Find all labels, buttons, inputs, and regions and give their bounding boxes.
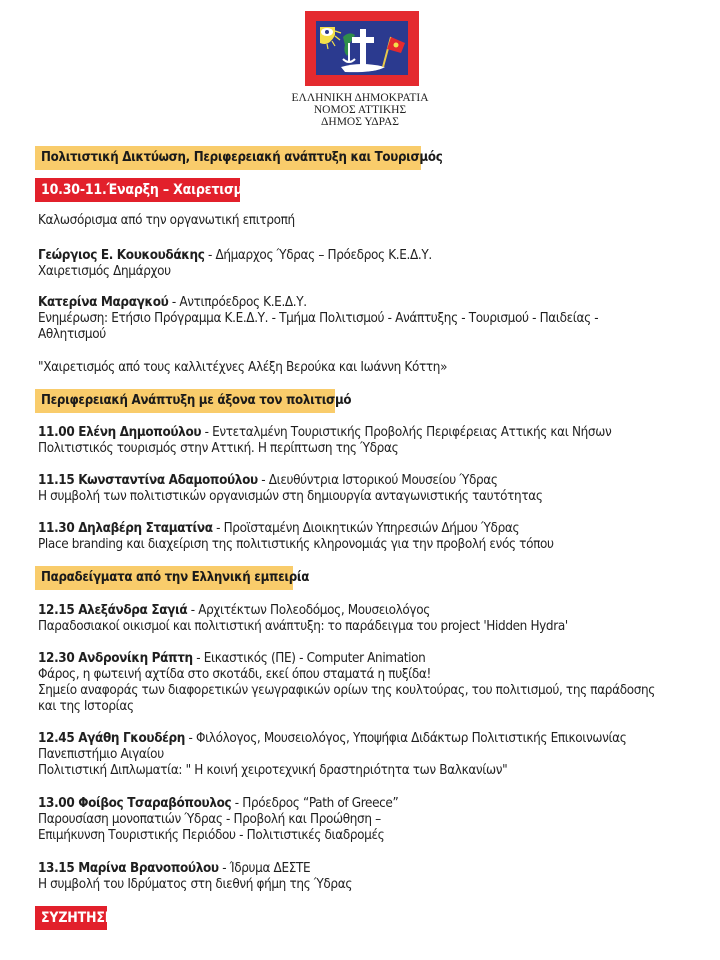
speaker-name: 11.00 Ελένη Δημοπούλου bbox=[38, 425, 202, 440]
speaker-role: - Διευθύντρια Ιστορικού Μουσείου Ύδρας bbox=[257, 473, 498, 488]
talk-title: Παρουσίαση μονοπατιών Ύδρας - Προβολή και Προώθηση – bbox=[38, 812, 381, 827]
speaker-line bbox=[38, 425, 611, 441]
speaker-name: 13.00 Φοίβος Τσαραβόπουλος bbox=[38, 796, 232, 811]
speaker-role: - Εντεταλμένη Τουριστικής Προβολής Περιφέρειας Αττικής και Νήσων bbox=[201, 425, 612, 440]
talk-title: Η συμβολή των πολιτιστικών οργανισμών στη δημιουργία ανταγωνιστικής ταυτότητας bbox=[38, 489, 543, 504]
hydra-municipality-emblem-icon bbox=[305, 11, 419, 86]
artists-greeting: "Χαιρετισμός από τους καλλιτέχνες Αλέξη Βερούκα και Ιωάννη Κόττη» bbox=[38, 360, 448, 375]
speaker-name: 12.15 Αλεξάνδρα Σαγιά bbox=[38, 603, 188, 618]
org-line-prefecture: ΝΟΜΟΣ ΑΤΤΙΚΗΣ bbox=[313, 104, 407, 116]
talk-title: Πολιτιστικός τουρισμός στην Αττική. Η περίπτωση της Ύδρας bbox=[38, 441, 399, 456]
talk-title: Αθλητισμού bbox=[38, 327, 106, 342]
speaker-role: - Πρόεδρος “Path of Greece” bbox=[231, 796, 399, 811]
speaker-name: Κατερίνα Μαραγκού bbox=[38, 295, 169, 310]
talk-title: και της Ιστορίας bbox=[38, 699, 134, 714]
speaker-line bbox=[38, 295, 307, 311]
section-heading-regional: Περιφερειακή Ανάπτυξη με άξονα τον πολιτισμό bbox=[35, 389, 335, 413]
speaker-line bbox=[38, 731, 626, 747]
talk-title: Χαιρετισμός Δημάρχου bbox=[38, 264, 171, 279]
talk-title: Επιμήκυνση Τουριστικής Περιόδου - Πολιτιστικές διαδρομές bbox=[38, 828, 385, 843]
speaker-line bbox=[38, 651, 425, 667]
speaker-line bbox=[38, 248, 432, 264]
speaker-role: - Ίδρυμα ΔΕΣΤΕ bbox=[218, 861, 311, 876]
speaker-name: 12.45 Αγάθη Γκουδέρη bbox=[38, 731, 185, 746]
talk-title: Ενημέρωση: Ετήσιο Πρόγραμμα Κ.Ε.Δ.Υ. - Τμήμα Πολιτισμού - Ανάπτυξης - Τουρισμού - Παιδείας - bbox=[38, 311, 599, 326]
speaker-role: - Εικαστικός (ΠΕ) - Computer Animation bbox=[192, 651, 426, 666]
speaker-name: 12.30 Ανδρονίκη Ράπτη bbox=[38, 651, 193, 666]
speaker-role: - Αρχιτέκτων Πολεοδόμος, Μουσειολόγος bbox=[187, 603, 430, 618]
talk-title: Φάρος, η φωτεινή αχτίδα στο σκοτάδι, εκεί όπου σταματά η πυξίδα! bbox=[38, 667, 431, 682]
talk-title: Πολιτιστική Διπλωματία: " Η κοινή χειροτεχνική δραστηριότητα των Βαλκανίων" bbox=[38, 763, 508, 778]
speaker-name: 11.30 Δηλαβέρη Σταματίνα bbox=[38, 521, 213, 536]
speaker-role: - Αντιπρόεδρος Κ.Ε.Δ.Υ. bbox=[168, 295, 307, 310]
speaker-role: - Φιλόλογος, Μουσειολόγος, Υποψήφια Διδάκτωρ Πολιτιστικής Επικοινωνίας bbox=[185, 731, 627, 746]
speaker-line bbox=[38, 861, 310, 877]
speaker-line bbox=[38, 521, 519, 537]
section-heading-examples: Παραδείγματα από την Ελληνική εμπειρία bbox=[35, 566, 293, 590]
talk-title: Σημείο αναφοράς των διαφορετικών γεωγραφικών ορίων της κουλτούρας, του πολιτισμού, της παράδοσης bbox=[38, 683, 656, 698]
talk-title: Η συμβολή του Ιδρύματος στη διεθνή φήμη της Ύδρας bbox=[38, 877, 353, 892]
welcome-text: Καλωσόρισμα από την οργανωτική επιτροπή bbox=[38, 213, 295, 228]
speaker-role: - Προϊσταμένη Διοικητικών Υπηρεσιών Δήμου Ύδρας bbox=[212, 521, 520, 536]
speaker-line bbox=[38, 796, 398, 812]
org-line-municipality: ΔΗΜΟΣ ΥΔΡΑΣ bbox=[321, 116, 399, 128]
section-heading-discussion: ΣΥΖΗΤΗΣΗ bbox=[35, 906, 107, 930]
section-heading-main: Πολιτιστική Δικτύωση, Περιφερειακή ανάπτυξη και Τουρισμός bbox=[35, 146, 421, 170]
speaker-line bbox=[38, 473, 498, 489]
speaker-line bbox=[38, 603, 430, 619]
section-heading-opening: 10.30-11.Έναρξη – Χαιρετισμοί bbox=[35, 178, 240, 202]
speaker-name: 13.15 Μαρίνα Βρανοπούλου bbox=[38, 861, 219, 876]
speaker-name: Γεώργιος Ε. Κουκουδάκης bbox=[38, 248, 205, 263]
speaker-name: 11.15 Κωνσταντίνα Αδαμοπούλου bbox=[38, 473, 258, 488]
talk-title: Πανεπιστήμιο Αιγαίου bbox=[38, 747, 164, 762]
org-line-country: ΕΛΛΗΝΙΚΗ ΔΗΜΟΚΡΑΤΙΑ bbox=[291, 92, 429, 104]
talk-title: Παραδοσιακοί οικισμοί και πολιτιστική ανάπτυξη: το παράδειγμα του project 'Hidden Hydra' bbox=[38, 619, 568, 634]
speaker-role: - Δήμαρχος Ύδρας – Πρόεδρος Κ.Ε.Δ.Υ. bbox=[204, 248, 432, 263]
talk-title: Place branding και διαχείριση της πολιτιστικής κληρονομιάς για την προβολή ενός τόπου bbox=[38, 537, 554, 552]
